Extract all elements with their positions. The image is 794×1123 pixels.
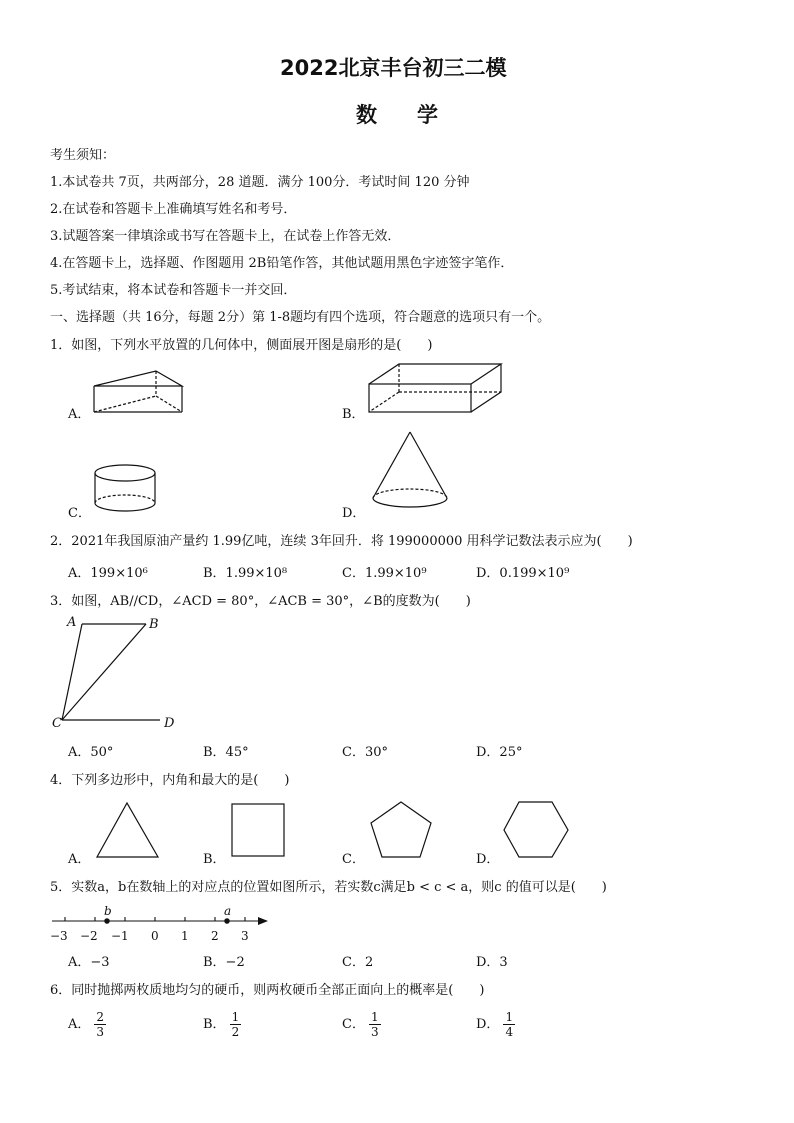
q1-option-b-label: B．: [342, 407, 365, 422]
denominator: 3: [370, 1025, 379, 1039]
triangular-prism-figure: [90, 368, 190, 416]
fraction: [94, 1010, 106, 1039]
q3-option-d: D．25°: [476, 745, 523, 760]
q5-option-a: A．−3: [68, 955, 110, 970]
q5-option-b: B．−2: [203, 955, 245, 970]
q5-point-b-label: b: [104, 904, 112, 918]
q6-stem: 6．同时抛掷两枚质地均匀的硬币，则两枚硬币全部正面向上的概率是( ): [50, 983, 485, 998]
page-title: 2022北京丰台初三二模: [280, 56, 507, 80]
axis-tick-label: 1: [181, 929, 189, 943]
rectangular-box-figure: [366, 362, 506, 416]
notice-item: 2.在试卷和答题卡上准确填写姓名和考号．: [50, 202, 297, 217]
option-label: A．: [68, 1017, 91, 1032]
q3-point-c: C: [52, 716, 62, 731]
q2-stem: 2．2021年我国原油产量约 1.99亿吨，连续 3年回升．将 199000000 用科学记数法表示应为( ): [50, 534, 633, 549]
q3-point-d: D: [164, 716, 175, 731]
numerator: 1: [231, 1010, 240, 1024]
q2-option-c: C．1.99×10⁹: [342, 566, 427, 581]
section-heading: 一、选择题（共 16分，每题 2分）第 1-8题均有四个选项，符合题意的选项只有一个。: [50, 310, 551, 325]
cylinder-figure: [92, 462, 162, 516]
fraction: [503, 1010, 515, 1039]
notice-item: 5.考试结束，将本试卷和答题卡一并交回．: [50, 283, 297, 298]
q4-option-d-label: D．: [476, 852, 500, 867]
axis-tick-label: 2: [211, 929, 219, 943]
numerator: 1: [505, 1010, 514, 1024]
q6-option-c: [342, 1010, 381, 1039]
axis-tick-label: −2: [80, 929, 98, 943]
option-label: D．: [476, 1017, 500, 1032]
q3-option-a: A．50°: [68, 745, 114, 760]
numerator: 2: [96, 1010, 105, 1024]
hexagon-figure: [502, 800, 570, 860]
point-a: [225, 919, 229, 923]
q4-option-b-label: B．: [203, 852, 226, 867]
q6-option-d: [476, 1010, 515, 1039]
q4-option-a-label: A．: [68, 852, 91, 867]
axis-tick-label: −3: [50, 929, 68, 943]
denominator: 3: [96, 1025, 105, 1039]
cone-figure: [370, 430, 450, 512]
q4-option-c-label: C．: [342, 852, 365, 867]
q2-option-b: B．1.99×10⁸: [203, 566, 288, 581]
fraction: [369, 1010, 381, 1039]
notice-item: 1.本试卷共 7页，共两部分，28 道题．满分 100分．考试时间 120 分钟: [50, 175, 470, 190]
q3-stem: 3．如图，AB//CD，∠ACD = 80°，∠ACB = 30°，∠B的度数为( ): [50, 594, 471, 609]
triangle-figure: [95, 800, 161, 860]
q5-stem: 5．实数a，b在数轴上的对应点的位置如图所示，若实数c满足b < c < a，则c 的值可以是( ): [50, 880, 607, 895]
q5-option-c: C．2: [342, 955, 374, 970]
axis-tick-label: −1: [111, 929, 129, 943]
q5-option-d: D．3: [476, 955, 508, 970]
notice-heading: 考生须知：: [50, 148, 116, 163]
fraction: [230, 1010, 242, 1039]
axis-tick-label: 3: [241, 929, 249, 943]
q6-option-b: [203, 1010, 241, 1039]
option-label: C．: [342, 1017, 365, 1032]
q1-stem: 1．如图，下列水平放置的几何体中，侧面展开图是扇形的是( ): [50, 338, 433, 353]
axis-tick-label: 0: [151, 929, 159, 943]
denominator: 4: [505, 1025, 514, 1039]
q1-option-c-label: C．: [68, 506, 91, 521]
q5-point-a-label: a: [224, 904, 232, 918]
q6-option-a: [68, 1010, 106, 1039]
square-figure: [230, 802, 286, 858]
q1-option-d-label: D．: [342, 506, 366, 521]
q1-option-a-label: A．: [68, 407, 91, 422]
q3-option-c: C．30°: [342, 745, 388, 760]
q4-stem: 4．下列多边形中，内角和最大的是( ): [50, 773, 290, 788]
q3-figure: [50, 614, 180, 734]
numerator: 1: [370, 1010, 379, 1024]
notice-item: 3.试题答案一律填涂或书写在答题卡上，在试卷上作答无效．: [50, 229, 401, 244]
option-label: B．: [203, 1017, 226, 1032]
q2-option-a: A．199×10⁶: [68, 566, 148, 581]
q3-option-b: B．45°: [203, 745, 249, 760]
pentagon-figure: [369, 800, 433, 860]
q3-point-a: A: [67, 615, 77, 630]
point-b: [105, 919, 109, 923]
notice-item: 4.在答题卡上，选择题、作图题用 2B铅笔作答，其他试题用黑色字迹签字笔作．: [50, 256, 514, 271]
q2-option-d: D．0.199×10⁹: [476, 566, 570, 581]
q3-point-b: B: [149, 617, 159, 632]
denominator: 2: [231, 1025, 240, 1039]
subject-title: 数学: [356, 103, 478, 127]
